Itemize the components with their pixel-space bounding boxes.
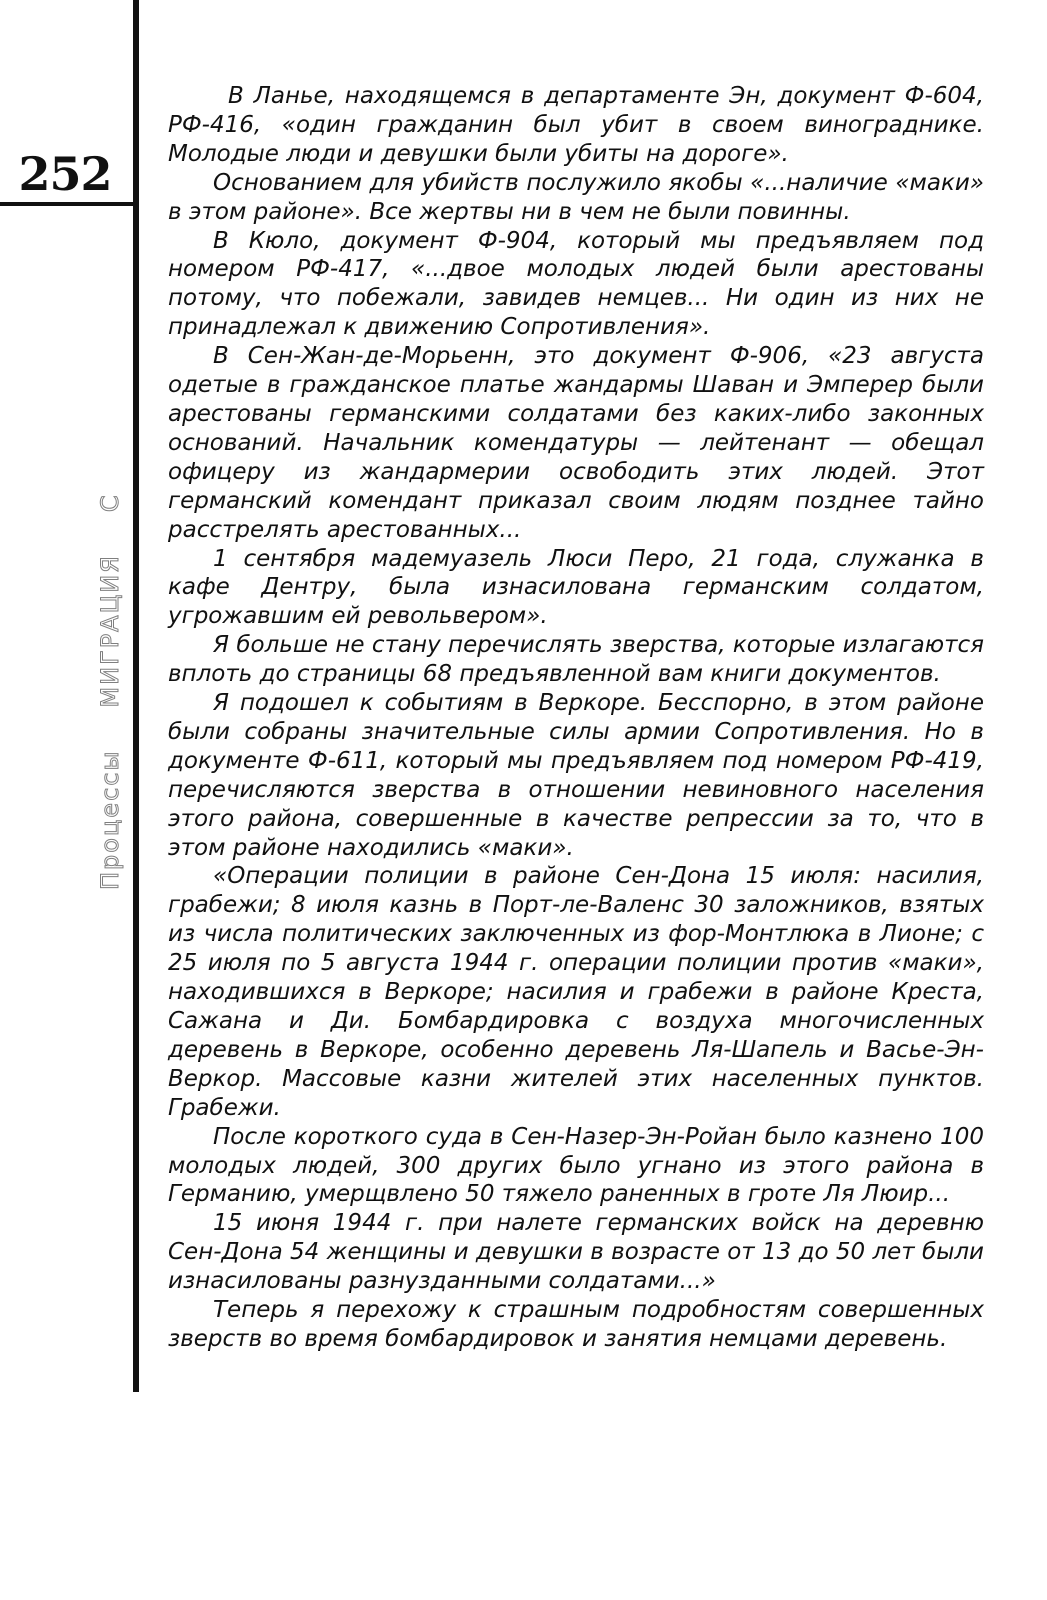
side-title-part-2: МИГРАЦИЯ xyxy=(96,554,124,708)
paragraph-1: В Ланье, находящемся в департаменте Эн, документ Ф-604, РФ-416, «один гражданин был убит в своем виноградникe. Молодые люди и девушки были убиты на дороге». xyxy=(168,83,984,167)
paragraph-2: Основанием для убийств послужило якобы «...наличие «маки» в этом районе». Все жертвы ни в чем не были повинны. xyxy=(168,169,984,225)
page-number-underline xyxy=(0,202,135,206)
vertical-rule xyxy=(133,0,139,1392)
paragraph-7: Я подошел к событиям в Веркоре. Бесспорно, в этом районе были собраны значительные силы армии Сопротивления. Но в документе Ф-611, который мы предъявляем под номером РФ-419, перечисляются зверства в отношении невиновного населения этого района, совершенные в качестве репрессии за то, что в этом районе находились «маки». xyxy=(168,690,984,861)
paragraph-10: 15 июня 1944 г. при налете германских войск на деревню Сен-Дона 54 женщины и девушки в возрасте от 13 до 50 лет были изнасилованы разнузданными солдатами...» xyxy=(168,1210,985,1295)
paragraph-5: 1 сентября мадемуазель Люси Перо, 21 года, служанка в кафе Дентру, была изнасилована германским солдатом, угрожавшим ей револьвером». xyxy=(168,545,984,630)
side-title-part-1: Процессы xyxy=(96,749,124,890)
paragraph-9: После короткого суда в Сен-Назер-Эн-Ройан было казнено 100 молодых людей, 300 других было угнано из этого района в Германию, умерщвлено 50 тяжело раненных в гроте Ля Люир... xyxy=(168,1123,984,1208)
side-title-part-3: С xyxy=(96,493,124,513)
paragraph-4: В Сен-Жан-де-Морьенн, это документ Ф-906, «23 августа одетые в гражданское платье жандармы Шаван и Эмперер были арестованы германскими солдатами без каких-либо законных оснований. Начальник комендатуры — лейтенант — обещал офицеру из жандармерии освободить этих людей. Этот германский комендант приказал своим людям позднее тайно расстрелять арестованных... xyxy=(168,343,984,543)
paragraph-11: Теперь я перехожу к страшным подробностям совершенных зверств во время бомбардировок и занятия немцами деревень. xyxy=(168,1297,984,1352)
paragraph-8: «Операции полиции в районе Сен-Дона 15 июля: насилия, грабежи; 8 июля казнь в Порт-ле-Валенс 30 заложников, взятых из числа политических заключенных из фор-Монтлюка в Лионе; с 25 июля по 5 августа 1944 г. операции полиции против «маки», находившихся в Веркоре; насилия и грабежи в районе Креста, Сажана и Ди. Бомбардировка с воздуха многочисленных деревень в Веркоре, особенно деревень Ля-Шапель и Васье-Эн-Веркор. Массовые казни жителей этих населенных пунктов. Грабежи. xyxy=(168,863,984,1121)
page-number: 252 xyxy=(18,147,112,201)
side-running-title xyxy=(95,210,125,890)
main-text-column xyxy=(168,82,984,1354)
paragraph-3: В Кюло, документ Ф-904, который мы предъявляем под номером РФ-417, «...двое молодых людей были арестованы потому, что побежали, завидев немцев... Ни один из них не принадлежал к движению Сопротивления». xyxy=(168,227,984,341)
paragraph-6: Я больше не стану перечислять зверства, которые излагаются вплоть до страницы 68 предъявленной вам книги документов. xyxy=(168,632,984,688)
